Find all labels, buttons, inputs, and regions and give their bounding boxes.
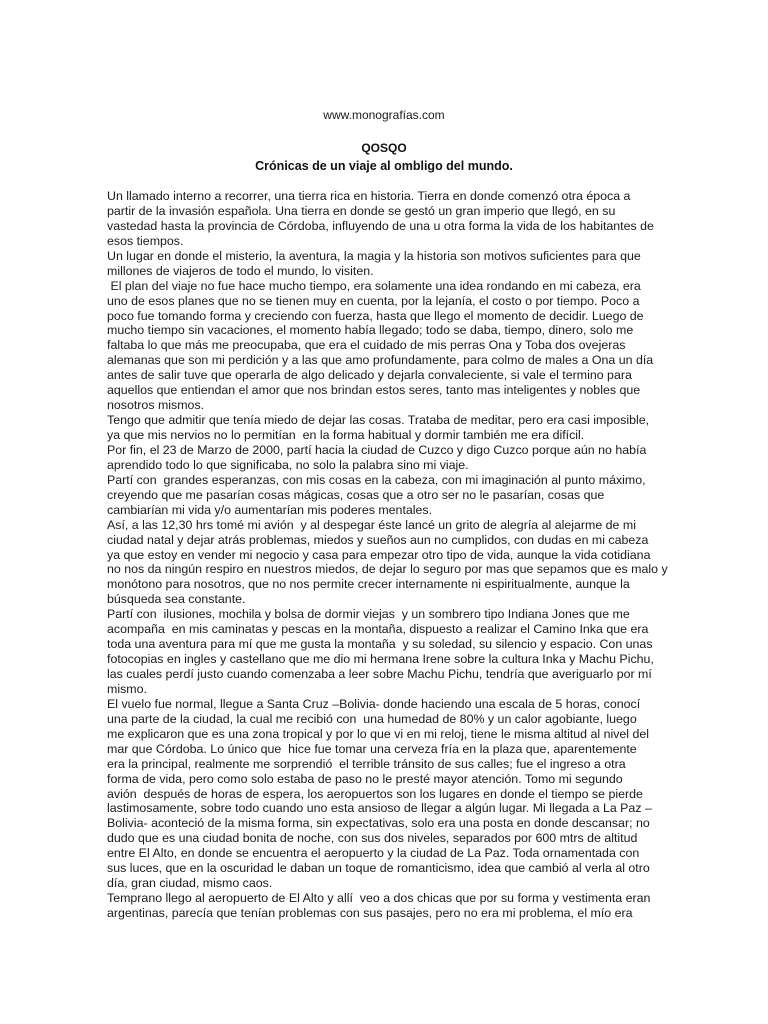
text-line: vastedad hasta la provincia de Córdoba, influyendo de una u otra forma la vida de los habitantes de [107,218,654,233]
text-line: Un llamado interno a recorrer, una tierra rica en historia. Tierra en donde comenzó otra época a [107,189,631,203]
text-line: El plan del viaje no fue hace mucho tiempo, era solamente una idea rondando en mi cabeza, era [107,278,641,293]
website-header: www.monografías.com [323,108,445,122]
text-line: creyendo que me pasarían cosas mágicas, cosas que a otro ser no le pasarían, cosas que [107,487,605,502]
text-line: forma de vida, pero como solo estaba de paso no le presté mayor atención. Tomo mi segundo [107,771,623,786]
text-line: partir de la invasión española. Una tierra en donde se gestó un gran imperio que llegó, en su [107,203,616,218]
text-line: cambiarían mi vida y/o aumentarían mis poderes mentales. [107,502,433,517]
text-line: las cuales perdí justo cuando comenzaba a leer sobre Machu Pichu, tendría que averiguarlo por mí [107,667,652,681]
text-line: aquellos que entiendan el amor que nos brindan estos seres, tanto mas inteligentes y nobles que [107,383,641,398]
text-line: mar que Córdoba. Lo único que hice fue tomar una cerveza fría en la plaza que, aparentemente [107,741,637,756]
text-line: me explicaron que es una zona tropical y por lo que vi en mi reloj, tiene le misma altitud al nivel del [107,726,650,741]
document-body-text [107,189,687,921]
text-line: entre El Alto, en donde se encuentra el aeropuerto y la ciudad de La Paz. Toda ornamentada con [107,846,640,861]
text-line: argentinas, parecía que tenían problemas con sus pasajes, pero no era mi problema, el mío era [107,906,633,920]
text-line: antes de salir tuve que operarla de algo delicado y dejarla convaleciente, si vale el termino para [107,368,632,383]
text-line: fotocopias en ingles y castellano que me dio mi hermana Irene sobre la cultura Inka y Machu Pichu, [107,652,654,667]
text-line: ciudad natal y dejar atrás problemas, miedos y sueños aun no cumplidos, con dudas en mi cabeza [107,532,649,547]
text-line: mismo. [107,681,147,696]
text-line: Tengo que admitir que tenía miedo de dejar las cosas. Trataba de meditar, pero era casi imposible, [107,413,650,428]
text-line: El vuelo fue normal, llegue a Santa Cruz –Bolivia- donde haciendo una escala de 5 horas, conocí [107,696,641,711]
text-line: millones de viajeros de todo el mundo, lo visiten. [107,263,374,278]
document-subtitle: Crónicas de un viaje al ombligo del mundo. [255,159,513,173]
text-line: día, gran ciudad, mismo caos. [107,876,273,891]
text-line: poco fue tomando forma y creciendo con fuerza, hasta que llego el momento de decidir. Luego de [107,308,644,323]
text-line: mucho tiempo sin vacaciones, el momento había llegado; todo se daba, tiempo, dinero, solo me [107,323,634,338]
text-line: faltaba lo que más me preocupaba, que era el cuidado de mis perras Ona y Toba dos ovejeras [107,338,626,353]
text-line: Partí con ilusiones, mochila y bolsa de dormir viejas y un sombrero tipo Indiana Jones que me [107,607,630,622]
text-line: Así, a las 12,30 hrs tomé mi avión y al despegar éste lancé un grito de alegría al alejarme de mi [107,517,636,532]
text-line: acompaña en mis caminatas y pescas en la montaña, dispuesto a realizar el Camino Inka que era [107,622,649,637]
text-line: avión después de horas de espera, los aeropuertos son los lugares en donde el tiempo se pierde [107,786,643,801]
text-line: toda una aventura para mí que me gusta la montaña y su soledad, su silencio y espacio. Con unas [107,637,653,652]
text-line: esos tiempos. [107,233,184,248]
text-line: no nos da ningún respiro en nuestros miedos, de dejar lo seguro por mas que sepamos que es malo y [107,562,668,577]
text-line: una parte de la ciudad, la cual me recibió con una humedad de 80% y un calor agobiante, luego [107,711,637,726]
text-line: sus luces, que en la oscuridad le daban un toque de romanticismo, idea que cambió al verla al otro [107,861,650,876]
text-line: era la principal, realmente me sorprendió el terrible tránsito de sus calles; fue el ingreso a otra [107,756,626,771]
document-title: QOSQO [361,141,407,155]
text-line: Partí con grandes esperanzas, con mis cosas en la cabeza, con mi imaginación al punto máximo, [107,472,646,487]
text-line: Bolivia- aconteció de la misma forma, sin expectativas, solo era una posta en donde descansar; no [107,816,650,831]
text-line: lastimosamente, sobre todo cuando uno esta ansioso de llegar a algún lugar. Mi llegada a La Paz – [107,801,652,816]
text-line: uno de esos planes que no se tienen muy en cuenta, por la lejanía, el costo o por tiempo. Poco a [107,293,640,308]
text-line: monótono para nosotros, que no nos permite crecer internamente ni espiritualmente, aunque la [107,577,630,592]
text-line: alemanas que son mi perdición y a las que amo profundamente, para colmo de males a Ona un día [107,353,654,368]
text-line: nosotros mismos. [107,398,205,413]
text-line: Por fin, el 23 de Marzo de 2000, partí hacia la ciudad de Cuzco y digo Cuzco porque aún no había [107,442,647,457]
text-line: aprendido todo lo que significaba, no solo la palabra sino mi viaje. [107,457,469,472]
text-line: Un lugar en donde el misterio, la aventura, la magia y la historia son motivos suficientes para que [107,248,641,263]
text-line: búsqueda sea constante. [107,592,246,607]
text-line: ya que estoy en vender mi negocio y casa para empezar otro tipo de vida, aunque la vida cotidiana [107,547,651,562]
text-line: ya que mis nervios no lo permitían en la forma habitual y dormir también me era difícil. [107,428,585,442]
text-line: dudo que es una ciudad bonita de noche, con sus dos niveles, separados por 600 mtrs de altitud [107,831,638,846]
text-line: Temprano llego al aeropuerto de El Alto y allí veo a dos chicas que por su forma y vestimenta eran [107,891,651,906]
